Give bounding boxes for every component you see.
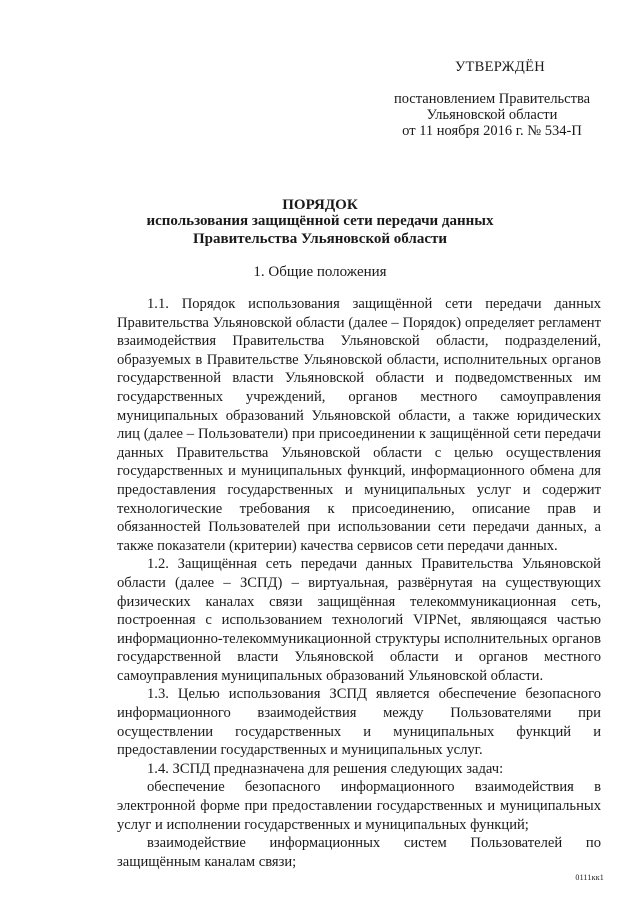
approval-title: УТВЕРЖДЁН <box>454 59 546 75</box>
footer-document-code: 0111кк1 <box>575 873 604 882</box>
document-title: ПОРЯДОК <box>282 197 358 213</box>
approval-line-resolution: постановлением Правительства <box>393 91 591 107</box>
paragraph-1-3: 1.3. Целью использования ЗСПД является обеспечение безопасного информационного взаимодействия между Пользователями при осуществлении государственных и муниципальных функций и предоставлении государственных и муниципальных услуг. <box>117 686 601 759</box>
paragraph-1-4: 1.4. ЗСПД предназначена для решения следующих задач: <box>147 760 504 777</box>
approval-line-date: от 11 ноября 2016 г. № 534-П <box>402 123 582 139</box>
document-subtitle-line1: использования защищённой сети передачи данных <box>146 213 494 229</box>
task-item-2: взаимодействие информационных систем Пользователей по защищённым каналам связи; <box>117 835 601 870</box>
task-item-1: обеспечение безопасного информационного взаимодействия в электронной форме при предоставлении государственных и муниципальных услуг и исполнении государственных и муниципальных функций; <box>117 779 601 833</box>
approval-line-region: Ульяновской области <box>426 107 558 123</box>
document-subtitle-line2: Правительства Ульяновской области <box>192 230 448 247</box>
document-body <box>117 295 601 871</box>
paragraph-1-1: 1.1. Порядок использования защищённой сети передачи данных Правительства Ульяновской области (далее – Порядок) определяет регламент взаимодействия Правительства Ульяновской области, подразделений, образуемых в Правительстве Ульяновской области, исполнительных органов государственной власти Ульяновской области и подведомственных им государственных учреждений, органов местного самоуправления муниципальных образований Ульяновской области, а также юридических лиц (далее – Пользователи) при присоединении к защищённой сети передачи данных Правительства Ульяновской области с целью осуществления государственных и муниципальных функций, информационного обмена для предоставления государственных и муниципальных услуг и содержит технологические требования к присоединению, описание прав и обязанностей Пользователей при использовании сети передачи данных, а также показатели (критерии) качества сервисов сети передачи данных. <box>117 296 601 554</box>
section-heading: 1. Общие положения <box>253 264 387 280</box>
paragraph-1-2: 1.2. Защищённая сеть передачи данных Правительства Ульяновской области (далее – ЗСПД) – виртуальная, развёрнутая на существующих физических каналах связи защищённая телекоммуникационная сеть, построенная с использованием технологий VIPNet, являющаяся частью информационно-телекоммуникационной структуры исполнительных органов государственной власти Ульяновской области и органов местного самоуправления муниципальных образований Ульяновской области. <box>117 556 601 684</box>
document-subtitle <box>100 213 540 248</box>
